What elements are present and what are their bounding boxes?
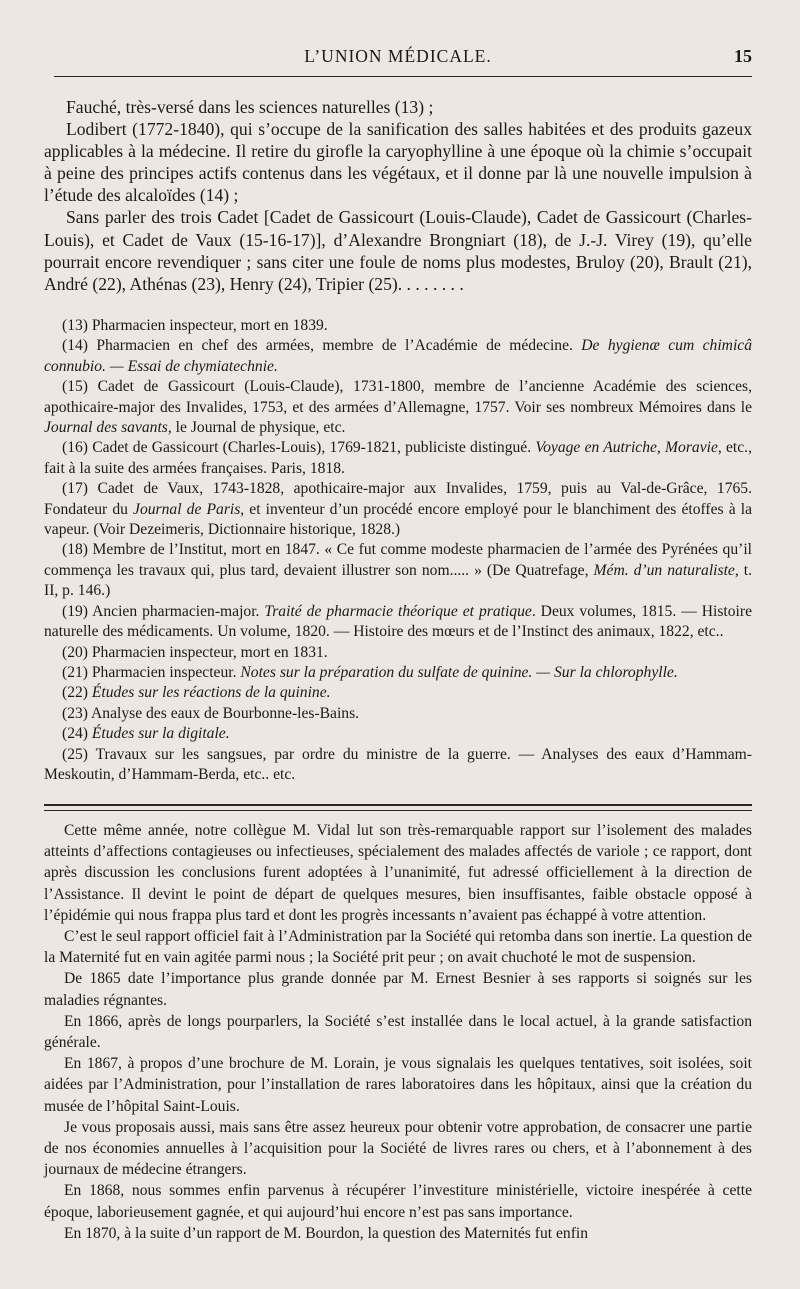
- paragraph-vidal: Cette même année, notre collègue M. Vidal lut son très-remarquable rapport sur l’isolement des malades atteints d’affections contagieuses ou infectieuses, spécialement des malades affectés de variole ; ce rapport, dont après discussion les conclusions furent adoptées à l’unanimité, fut adressé officiellement à la direction de l’Assistance. Il devint le point de départ de quelques mesures, bien insuffisantes, faible obstacle opposé à l’épidémie qui nous frappa plus tard et dont les progrès incessants n’avaient pas échappé à votre attention.: [44, 822, 752, 924]
- footnote-13: (13) Pharmacien inspecteur, mort en 1839.: [62, 317, 328, 334]
- footnote-17: (17) Cadet de Vaux, 1743-1828, apothicaire-major aux Invalides, 1759, puis au Val-de-Grâce, 1765. Fondateur du Journal de Paris, et inventeur d’un procédé encore employé pour le blanchiment des étoffes à la vapeur. (Voir Dezeimeris, Dictionnaire historique, 1828.): [44, 480, 752, 539]
- footnote-23: (23) Analyse des eaux de Bourbonne-les-Bains.: [62, 704, 360, 722]
- continued-text: [44, 820, 752, 1244]
- footnote-14: (14) Pharmacien en chef des armées, membre de l’Académie de médecine. De hygienæ cum chimicâ connubio. — Essai de chymiatechnie.: [44, 337, 752, 375]
- paragraph-1867: En 1867, à propos d’une brochure de M. Lorain, je vous signalais les quelques tentatives, soit isolées, soit aidées par l’Administration, pour l’installation de rares laboratoires dans les hôpitaux, ainsi que la création du musée de l’hôpital Saint-Louis.: [44, 1055, 752, 1115]
- paragraph-1866: En 1866, après de longs pourparlers, la Société s’est installée dans le local actuel, à la grande satisfaction générale.: [44, 1012, 752, 1052]
- footnote-16: (16) Cadet de Gassicourt (Charles-Louis), 1769-1821, publiciste distingué. Voyage en Autriche, Moravie, etc., fait à la suite des armées françaises. Paris, 1818.: [44, 439, 752, 477]
- paragraph-cadet: Sans parler des trois Cadet [Cadet de Gassicourt (Louis-Claude), Cadet de Gassicourt (Charles-Louis), et Cadet de Vaux (15-16-17)], d’Alexandre Brongniart (18), de J.-J. Virey (19), qu’elle pourrait encore revendiquer ; sans citer une foule de noms plus modestes, Bruloy (20), Brault (21), André (22), Athénas (23), Henry (24), Tripier (25). . . . . . . .: [44, 207, 752, 294]
- paragraph-fauche: Fauché, très-versé dans les sciences naturelles (13) ;: [66, 97, 434, 117]
- page-header: [44, 0, 752, 76]
- footnote-15: (15) Cadet de Gassicourt (Louis-Claude), 1731-1800, membre de l’ancienne Académie des sciences, apothicaire-major des Invalides, 1753, et des armées d’Allemagne, 1757. Voir ses nombreux Mémoires dans le Journal des savants, le Journal de physique, etc.: [44, 378, 752, 437]
- section-rule: [44, 804, 752, 811]
- paragraph-lodibert: Lodibert (1772-1840), qui s’occupe de la sanification des salles habitées et des produits gazeux applicables à la médecine. Il retire du girofle la caryophylline à une époque où la chimie s’occupait à peine des principes actifs contenus dans les végétaux, et il donne par là une nouvelle impulsion à l’étude des alcaloïdes (14) ;: [44, 119, 752, 206]
- paragraph-1870: En 1870, à la suite d’un rapport de M. Bourdon, la question des Maternités fut enfin: [64, 1224, 589, 1242]
- running-title: L’UNION MÉDICALE.: [304, 46, 492, 66]
- footnote-19: (19) Ancien pharmacien-major. Traité de pharmacie théorique et pratique. Deux volumes, 1815. — Histoire naturelle des médicaments. Un volume, 1820. — Histoire des mœurs et de l’Instinct des animaux, 1822, etc..: [44, 602, 753, 641]
- main-text: [44, 96, 752, 295]
- paragraph-proposition: Je vous proposais aussi, mais sans être assez heureux pour obtenir votre approbation, de consacrer une partie de nos économies annuelles à l’acquisition pour la Société de livres rares ou chers, et à l’abonnement à des journaux de médecine étrangers.: [44, 1118, 752, 1179]
- header-rule: [54, 76, 752, 77]
- page-number: 15: [734, 46, 752, 66]
- footnote-20: (20) Pharmacien inspecteur, mort en 1831.: [62, 643, 328, 661]
- footnote-24: (24) Études sur la digitale.: [62, 725, 230, 743]
- paragraph-rapport-officiel: C’est le seul rapport officiel fait à l’Administration par la Société qui retomba dans son inertie. La question de la Maternité fut en vain agitée parmi nous ; la Société prit peur ; on avait chuchoté le mot de suspension.: [44, 928, 752, 967]
- footnote-18: (18) Membre de l’Institut, mort en 1847. « Ce fut comme modeste pharmacien de l’armée des Pyrénées qu’il commença les travaux qui, plus tard, devaient illustrer son nom..... » (De Quatrefage, Mém. d’un naturaliste, t. II, p. 146.): [44, 541, 752, 600]
- paragraph-1865: De 1865 date l’importance plus grande donnée par M. Ernest Besnier à ses rapports si soignés sur les maladies régnantes.: [44, 970, 752, 1009]
- footnotes: [44, 316, 752, 785]
- paragraph-1868: En 1868, nous sommes enfin parvenus à récupérer l’investiture ministérielle, victoire inespérée à cette époque, laborieusement gagnée, et qui aujourd’hui encore n’est pas sans importance.: [44, 1182, 752, 1221]
- footnote-25: (25) Travaux sur les sangsues, par ordre du ministre de la guerre. — Analyses des eaux d’Hammam-Meskoutin, d’Hammam-Berda, etc.. etc.: [44, 745, 752, 783]
- footnote-21: (21) Pharmacien inspecteur. Notes sur la préparation du sulfate de quinine. — Sur la chlorophylle.: [62, 663, 678, 681]
- footnote-22: (22) Études sur les réactions de la quinine.: [62, 684, 331, 702]
